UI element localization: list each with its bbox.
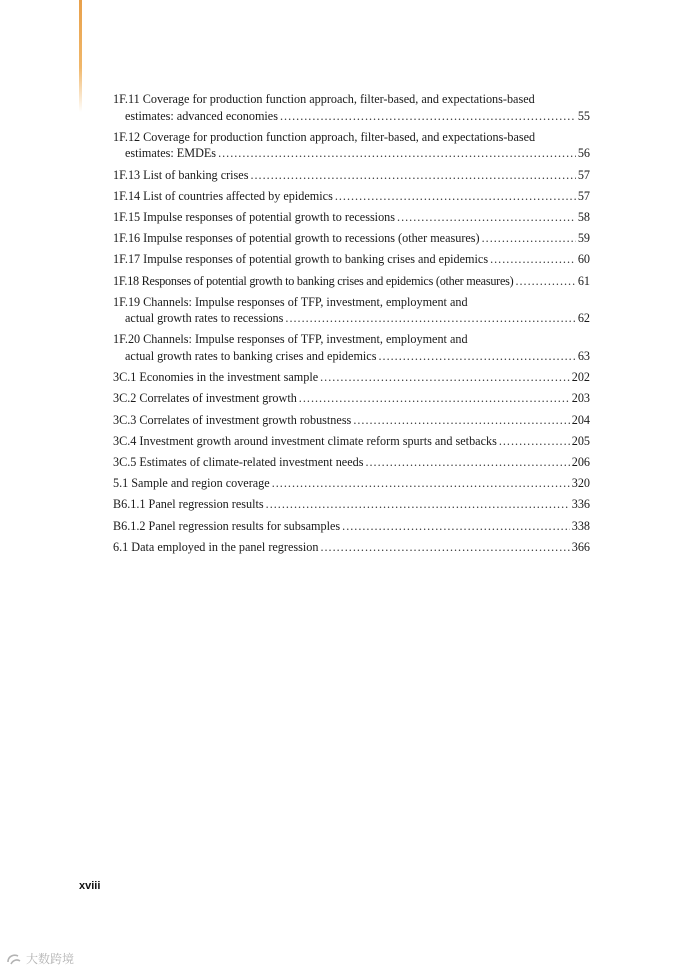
toc-entry-label: 1F.18 Responses of potential growth to banking crises and epidemics (other measures) — [113, 273, 514, 288]
toc-entry-label: actual growth rates to recessions — [125, 311, 284, 326]
dot-leader — [299, 390, 570, 407]
toc-entry-page: 56 — [577, 146, 590, 161]
toc-entry-label: 3C.4 Investment growth around investment climate reform spurts and setbacks — [113, 433, 497, 448]
toc-entry-page: 62 — [577, 311, 590, 326]
toc-entry-label: B6.1.2 Panel regression results for subsamples — [113, 518, 341, 533]
dot-leader — [266, 496, 570, 513]
toc-entry[interactable] — [113, 412, 590, 429]
toc-entry-page: 205 — [571, 433, 590, 448]
dot-leader — [499, 433, 570, 450]
dot-leader — [218, 145, 576, 162]
dot-leader — [335, 188, 576, 205]
dot-leader — [397, 209, 576, 226]
accent-bar — [79, 0, 82, 112]
toc-entry-page: 55 — [577, 108, 590, 123]
toc-entry[interactable] — [113, 454, 590, 471]
toc-entry-label: 3C.1 Economies in the investment sample — [113, 370, 319, 385]
toc-entry[interactable] — [113, 230, 590, 247]
toc-entry[interactable] — [113, 188, 590, 205]
page-number: xviii — [79, 880, 101, 892]
dot-leader — [272, 475, 570, 492]
toc-entry-label: 3C.2 Correlates of investment growth — [113, 391, 297, 406]
toc-entry[interactable] — [113, 390, 590, 407]
toc-entry-label: 5.1 Sample and region coverage — [113, 476, 270, 491]
toc-entry-label: estimates: advanced economies — [125, 108, 278, 123]
dot-leader — [482, 230, 576, 247]
toc-entry-page: 366 — [571, 539, 590, 554]
toc-entry-label: 1F.16 Impulse responses of potential growth to recessions (other measures) — [113, 231, 480, 246]
toc-entry[interactable] — [113, 539, 590, 556]
dot-leader — [490, 251, 576, 268]
toc-entry-label: 1F.14 List of countries affected by epidemics — [113, 188, 333, 203]
toc-entry-page: 58 — [577, 209, 590, 224]
toc-entry-page: 57 — [577, 167, 590, 182]
toc-entry[interactable] — [113, 518, 590, 535]
toc-entry[interactable] — [113, 167, 590, 184]
toc-entry-page: 59 — [577, 231, 590, 246]
toc-entry-page: 338 — [571, 518, 590, 533]
toc-entry[interactable] — [113, 294, 590, 327]
toc-entry-label: 1F.13 List of banking crises — [113, 167, 249, 182]
toc-entry-label: 6.1 Data employed in the panel regression — [113, 539, 319, 554]
toc-entry[interactable] — [113, 475, 590, 492]
toc-entry-page: 206 — [571, 455, 590, 469]
toc-entry[interactable] — [113, 91, 590, 124]
toc-entry-page: 203 — [571, 391, 590, 406]
toc-entry-title: 1F.11 Coverage for production function approach, filter-based, and expectations-based — [113, 92, 535, 106]
toc-entry-page: 61 — [577, 273, 590, 288]
toc-entry-label: 1F.15 Impulse responses of potential growth to recessions — [113, 209, 396, 224]
toc-entry-page: 60 — [577, 252, 590, 267]
toc-entry-page: 202 — [571, 370, 590, 385]
toc-entry[interactable] — [113, 496, 590, 513]
toc-entry[interactable] — [113, 331, 590, 364]
toc-entry-page: 204 — [571, 412, 590, 427]
dot-leader — [250, 167, 575, 184]
toc-entry-title: 1F.20 Channels: Impulse responses of TFP, investment, employment and — [113, 332, 468, 347]
toc-entry[interactable] — [113, 251, 590, 268]
toc-entry[interactable] — [113, 369, 590, 386]
toc-entry-title: 1F.12 Coverage for production function approach, filter-based, and expectations-based — [113, 129, 536, 144]
toc-entry-label: 3C.5 Estimates of climate-related investment needs — [113, 455, 364, 469]
toc-entry-label: actual growth rates to banking crises and epidemics — [125, 349, 377, 364]
toc-entry-page: 336 — [571, 497, 590, 512]
toc-entry[interactable] — [113, 433, 590, 450]
toc-entry-page: 63 — [577, 349, 590, 364]
watermark-text: 大数跨境 — [26, 952, 75, 966]
table-of-contents — [113, 91, 590, 560]
toc-entry-page: 57 — [577, 188, 590, 203]
toc-entry[interactable] — [113, 209, 590, 226]
dot-leader — [378, 348, 575, 365]
toc-entry[interactable] — [113, 129, 590, 162]
watermark-logo-icon — [6, 952, 22, 966]
dot-leader — [285, 310, 575, 327]
toc-entry-label: B6.1.1 Panel regression results — [113, 497, 264, 512]
dot-leader — [365, 454, 569, 471]
watermark — [6, 950, 74, 967]
toc-entry-label: estimates: EMDEs — [125, 146, 217, 161]
toc-entry[interactable] — [113, 273, 590, 290]
toc-entry-title: 1F.19 Channels: Impulse responses of TFP, investment, employment and — [113, 294, 468, 309]
dot-leader — [342, 518, 570, 535]
dot-leader — [320, 539, 569, 556]
toc-entry-page: 320 — [571, 476, 590, 491]
toc-entry-label: 1F.17 Impulse responses of potential growth to banking crises and epidemics — [113, 252, 489, 267]
dot-leader — [320, 369, 570, 386]
toc-entry-label: 3C.3 Correlates of investment growth robustness — [113, 412, 352, 427]
dot-leader — [515, 273, 575, 290]
dot-leader — [353, 412, 569, 429]
dot-leader — [280, 108, 576, 125]
